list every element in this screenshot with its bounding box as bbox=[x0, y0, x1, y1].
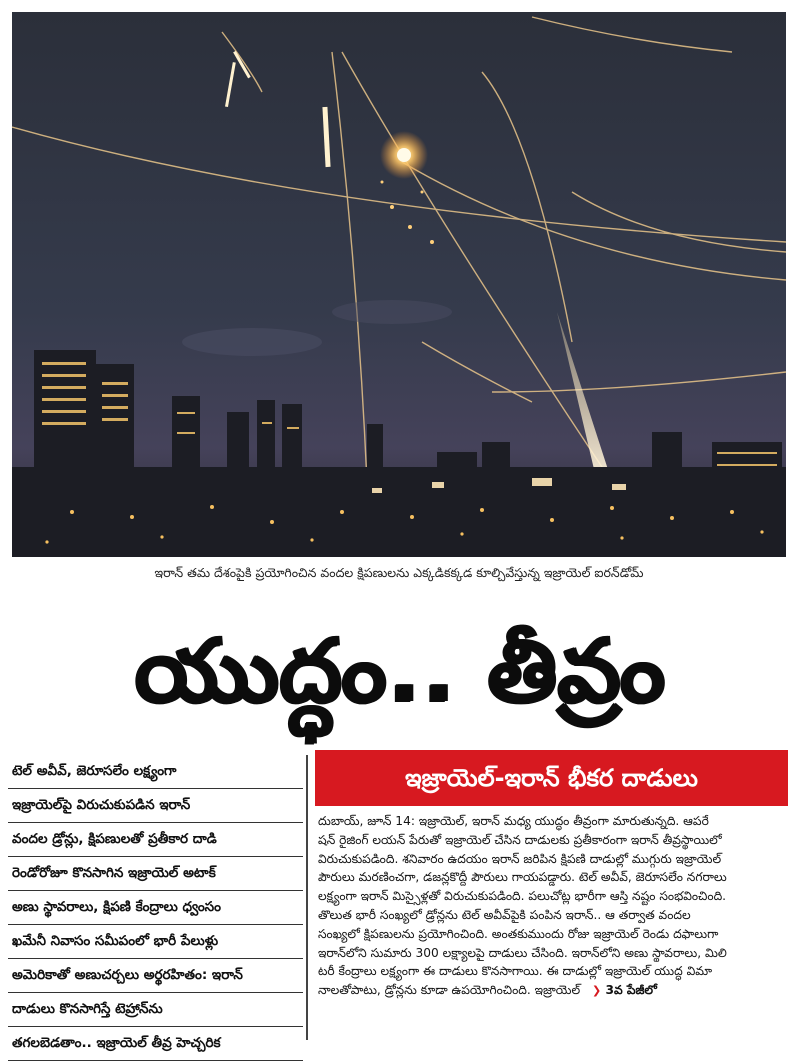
article-line: విరుచుకుపడింది. శనివారం ఉదయం ఇరాన్ జరిపిన క్షిపణి దాడుల్లో ముగ్గురు ఇజ్రాయెల్ bbox=[318, 851, 722, 866]
article-line: ఇరాన్‌లోని సుమారు 300 లక్ష్యాలపై దాడులు చేసింది. ఇరాన్‌లోని అణు స్థావరాలు, మిలి bbox=[318, 945, 727, 960]
article-line: తొలుత భారీ సంఖ్యలో డ్రోన్లను టెల్ అవీవ్‌పైకి పంపిన ఇరాన్.. ఆ తర్వాత వందల bbox=[318, 907, 691, 922]
headline: యుద్ధం.. తీవ్రం bbox=[134, 619, 666, 722]
night-sky-missile-icon bbox=[12, 12, 786, 557]
article-line: లక్ష్యంగా ఇరాన్ మిస్సైళ్లతో విరుచుకుపడింది. పలుచోట్ల భారీగా ఆస్తి నష్టం సంభవించింది. bbox=[318, 889, 727, 904]
bullet-item: దాడులు కొనసాగిస్తే టెహ్రాన్‌ను bbox=[8, 993, 303, 1027]
bullet-item: అమెరికాతో అణుచర్చలు అర్థరహితం: ఇరాన్ bbox=[8, 959, 303, 993]
article-body bbox=[318, 812, 786, 1042]
article-line: సంఖ్యలో క్షిపణులను ప్రయోగించింది. అంతకుముందు రోజు ఇజ్రాయెల్ రెండు దఫాలుగా bbox=[318, 926, 719, 941]
article-line: షన్ రైజింగ్ లయన్ పేరుతో ఇజ్రాయెల్ చేసిన దాడులకు ప్రతీకారంగా ఇరాన్ తీవ్రస్థాయిలో bbox=[318, 832, 722, 847]
bullet-item: రెండోరోజూ కొనసాగిన ఇజ్రాయెల్ అటాక్ bbox=[8, 857, 303, 891]
bullet-item: అణు స్థావరాలు, క్షిపణి కేంద్రాలు ధ్వంసం bbox=[8, 891, 303, 925]
column-divider bbox=[306, 755, 308, 1040]
article-line: దుబాయ్, జూన్ 14: ఇజ్రాయెల్, ఇరాన్ మధ్య యుద్ధం తీవ్రంగా మారుతున్నది. ఆపరే bbox=[318, 814, 709, 828]
news-photo bbox=[12, 12, 786, 557]
bullet-list bbox=[8, 755, 303, 1051]
chevron-right-icon: ❯ bbox=[592, 984, 602, 998]
bullet-item: ఇజ్రాయెల్‌పై విరుచుకుపడిన ఇరాన్ bbox=[8, 789, 303, 823]
subhead-banner: ఇజ్రాయెల్-ఇరాన్ భీకర దాడులు bbox=[315, 750, 788, 806]
article-last-line bbox=[318, 981, 786, 1000]
article-line: పౌరులు మరణించగా, డజన్లకొద్దీ పౌరులు గాయపడ్డారు. టెల్ అవీవ్, జెరూసలేం నగరాలు bbox=[318, 870, 727, 885]
photo-caption: ఇరాన్ తమ దేశంపైకి ప్రయోగించిన వందల క్షిపణులను ఎక్కడికక్కడ కూల్చివేస్తున్న ఇజ్రాయెల్ ఐరన్‌డోమ్ bbox=[154, 565, 644, 580]
continuation-label: 3వ పేజీలో bbox=[605, 983, 657, 998]
article-line: టరీ కేంద్రాలు లక్ష్యంగా ఈ దాడులు కొనసాగాయి. ఈ దాడుల్లో ఇజ్రాయెల్ యుద్ధ విమా bbox=[318, 964, 713, 979]
article-line: నాలతోపాటు, డ్రోన్లను కూడా ఉపయోగించింది. ఇజ్రాయెల్ bbox=[318, 983, 581, 998]
bullet-item: ఖమేనీ నివాసం సమీపంలో భారీ పేలుళ్లు bbox=[8, 925, 303, 959]
bullet-item: వందల డ్రోన్లు, క్షిపణులతో ప్రతీకార దాడి bbox=[8, 823, 303, 857]
bullet-item: టెల్ అవీవ్, జెరూసలేం లక్ష్యంగా bbox=[8, 755, 303, 789]
continuation-link[interactable] bbox=[592, 981, 657, 1000]
bullet-item: తగలబెడతాం.. ఇజ్రాయెల్ తీవ్ర హెచ్చరిక bbox=[8, 1027, 303, 1061]
